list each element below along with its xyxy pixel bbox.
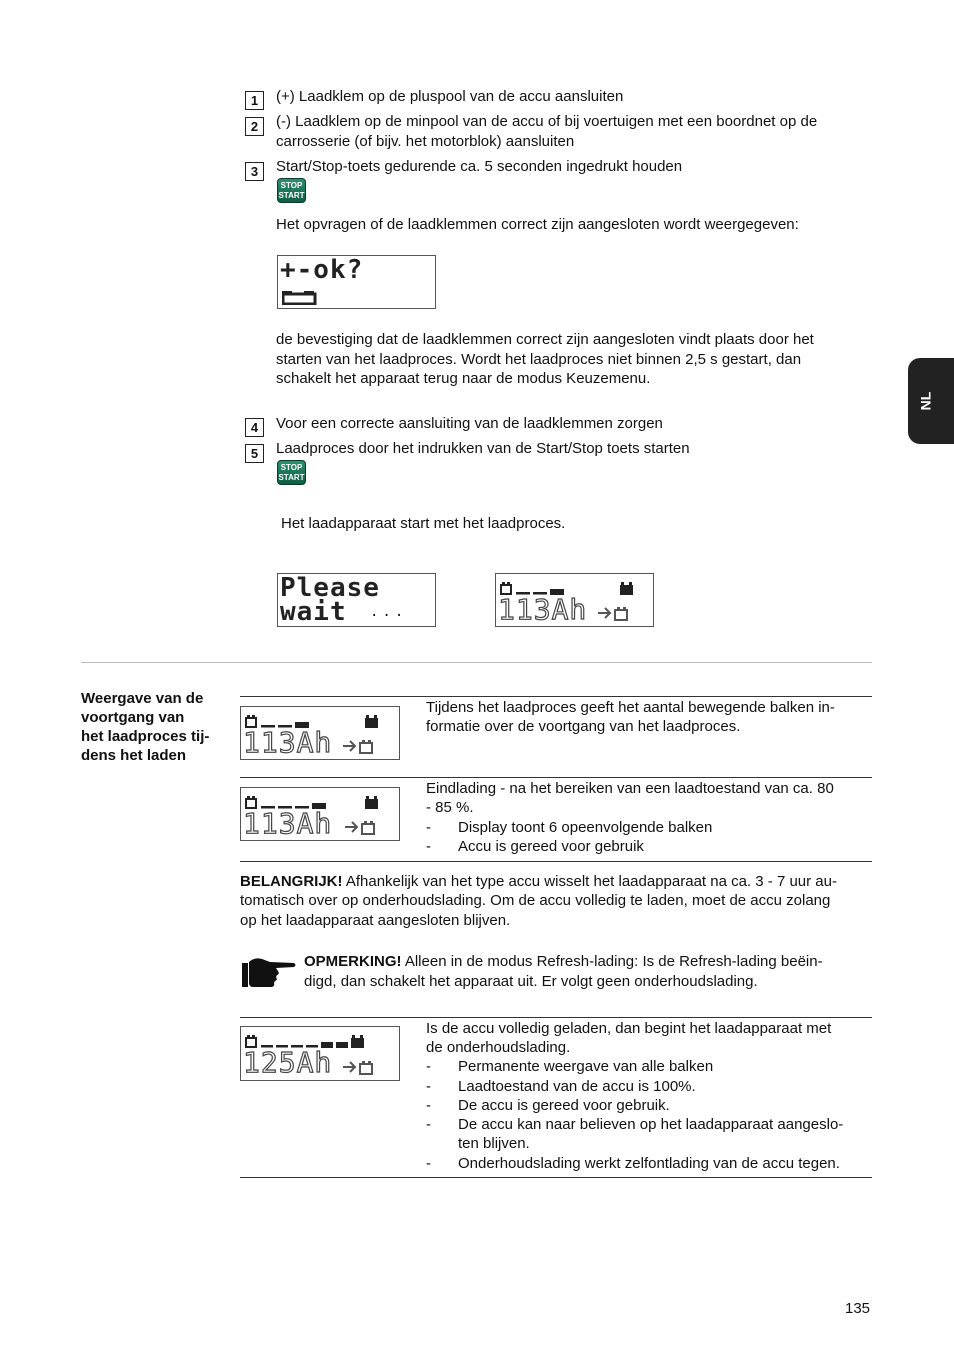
bullet-text: De accu is gereed voor gebruik. [458, 1097, 670, 1114]
step-1-text: (+) Laadklem op de pluspool van de accu aansluiten [276, 88, 624, 105]
row2-text-line2: - 85 %. [426, 799, 474, 816]
note-label: OPMERKING! [304, 953, 402, 970]
bullet-text: Onderhoudslading werkt zelfontlading van de accu tegen. [458, 1155, 840, 1172]
important-line2: tomatisch over op onderhoudslading. Om de accu volledig te laden, moet de accu zolang [240, 892, 831, 909]
bullet-text: Permanente weergave van alle balken [458, 1058, 714, 1075]
start-text: Het laadapparaat start met het laadproces. [281, 515, 566, 532]
bullet-text: Display toont 6 opeenvolgende balken [458, 819, 713, 836]
step-2-text-line1: (-) Laadklem op de minpool van de accu of bij voertuigen met een boordnet op de [276, 113, 818, 130]
step-number-2: 2 [245, 117, 264, 136]
arrow-battery-icon [341, 1058, 377, 1076]
row2-text-line1: Eindlading - na het bereiken van een laadtoestand van ca. 80 [426, 780, 834, 797]
bullet-dash: - [426, 1078, 431, 1095]
note-line2: digd, dan schakelt het apparaat uit. Er volgt geen onderhoudslading. [304, 973, 758, 990]
bullet-text: Accu is gereed voor gebruik [458, 838, 644, 855]
language-tab [908, 358, 954, 444]
bullet-dash: - [426, 838, 431, 855]
step-number-3: 3 [245, 162, 264, 181]
confirm-text-line2: starten van het laadproces. Wordt het laadproces niet binnen 2,5 s gestart, dan [276, 351, 802, 368]
display-full-charge [240, 1026, 400, 1081]
row3-bullet-4-continued: ten blijven. [458, 1135, 530, 1152]
confirm-text-line1: de bevestiging dat de laadklemmen correct zijn aangesloten vindt plaats door het [276, 331, 814, 348]
row3-text-line2: de onderhoudslading. [426, 1039, 571, 1056]
display-ok-check [277, 255, 436, 309]
table-rule [240, 696, 872, 697]
bullet-dash: - [426, 1058, 431, 1075]
section-heading-line4: dens het laden [81, 747, 187, 764]
stop-start-button-icon [277, 178, 306, 203]
step-2-text-line2: carrosserie (of bijv. het motorblok) aansluiten [276, 133, 575, 150]
important-line3: op het laadapparaat aangesloten blijven. [240, 912, 511, 929]
language-tab-label: NL [917, 391, 934, 411]
display-progress-4-bars [240, 787, 400, 841]
step-3-text: Start/Stop-toets gedurende ca. 5 seconden ingedrukt houden [276, 158, 683, 175]
display-wait-text: wait [280, 597, 347, 627]
section-heading-line3: het laadproces tij- [81, 728, 210, 745]
display-ah-value: 113Ah [243, 726, 333, 759]
section-heading-line1: Weergave van de [81, 690, 204, 707]
query-text: Het opvragen of de laadklemmen correct zijn aangesloten wordt weergegeven: [276, 216, 799, 233]
row3-text-line1: Is de accu volledig geladen, dan begint het laadapparaat met [426, 1020, 832, 1037]
display-progress-3-bars [240, 706, 400, 760]
note-text: Alleen in de modus Refresh-lading: Is de Refresh-lading beëin- [401, 953, 823, 970]
section-divider [81, 662, 872, 663]
important-label: BELANGRIJK! [240, 873, 343, 890]
confirm-text-line3: schakelt het apparaat terug naar de modus Keuzemenu. [276, 370, 651, 387]
button-bottom-label: START [278, 473, 305, 482]
button-top-label: STOP [280, 181, 303, 190]
display-please-wait [277, 573, 436, 627]
table-rule [240, 1177, 872, 1178]
bullet-dash: - [426, 1116, 431, 1133]
display-ah-final-value: 125Ah [243, 1046, 333, 1079]
arrow-battery-icon [341, 737, 377, 755]
display-wait-dots: ... [370, 604, 408, 620]
display-ok-text: +-ok? [280, 255, 364, 285]
arrow-battery-icon [596, 604, 632, 622]
important-line1 [240, 872, 837, 892]
display-charge-status [495, 573, 654, 627]
bullet-text: De accu kan naar believen op het laadapparaat aangeslo- [458, 1116, 844, 1133]
step-number-5: 5 [245, 444, 264, 463]
row1-text-line2: formatie over de voortgang van het laadproces. [426, 718, 741, 735]
stop-start-button-icon [277, 460, 306, 485]
note-line1 [304, 952, 823, 972]
display-ah-value: 113Ah [243, 807, 333, 840]
row1-text-line1: Tijdens het laadproces geeft het aantal bewegende balken in- [426, 699, 835, 716]
step-5-text: Laadproces door het indrukken van de Start/Stop toets starten [276, 440, 690, 457]
pointing-hand-icon [240, 955, 298, 991]
button-top-label: STOP [280, 463, 303, 472]
page-number: 135 [845, 1300, 871, 1317]
step-4-text: Voor een correcte aansluiting van de laadklemmen zorgen [276, 415, 663, 432]
important-text: Afhankelijk van het type accu wisselt het laadapparaat na ca. 3 - 7 uur au- [342, 873, 837, 890]
display-please-text: Please [280, 573, 380, 603]
table-rule [240, 1017, 872, 1018]
battery-icon [282, 287, 318, 305]
table-rule [240, 861, 872, 862]
table-rule [240, 777, 872, 778]
button-bottom-label: START [278, 191, 305, 200]
step-number-4: 4 [245, 418, 264, 437]
bullet-dash: - [426, 819, 431, 836]
display-ah-value: 113Ah [498, 593, 588, 626]
arrow-battery-icon [343, 818, 379, 836]
step-number-1: 1 [245, 91, 264, 110]
bullet-dash: - [426, 1097, 431, 1114]
bullet-text: Laadtoestand van de accu is 100%. [458, 1078, 696, 1095]
section-heading-line2: voortgang van [81, 709, 185, 726]
bullet-dash: - [426, 1155, 431, 1172]
